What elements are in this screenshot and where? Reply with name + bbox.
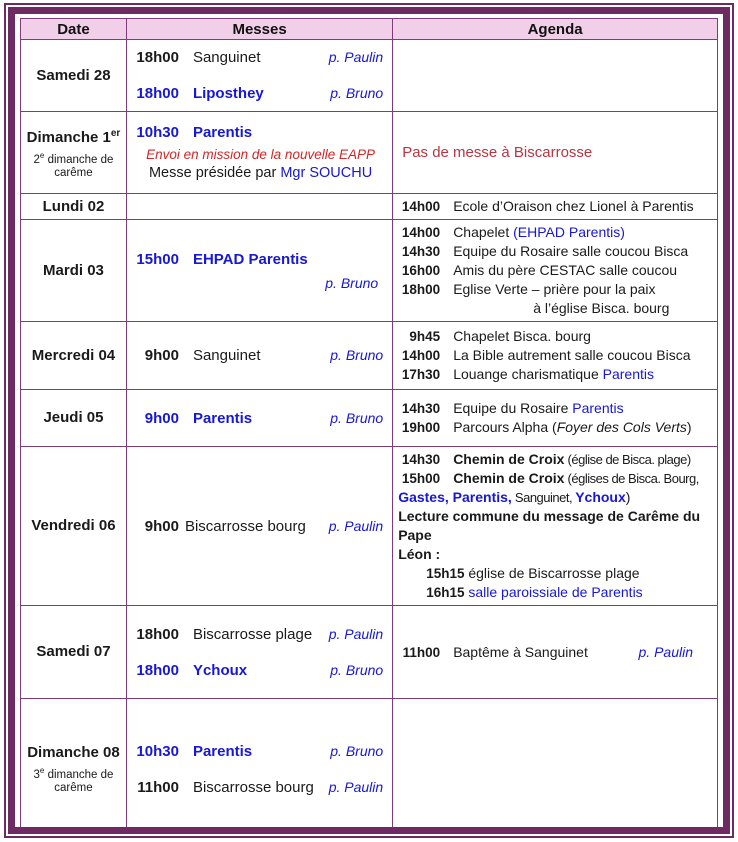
agenda-time: 19h00 bbox=[401, 420, 441, 435]
subtitle-text: dimanche de carême bbox=[44, 768, 114, 794]
day-label: Samedi 28 bbox=[36, 66, 111, 84]
outer-frame bbox=[4, 3, 734, 838]
mass-priest: p. Paulin bbox=[328, 779, 384, 795]
subtitle-number: 2 bbox=[33, 153, 40, 166]
mass-priest: p. Bruno bbox=[325, 274, 379, 291]
agenda-cell bbox=[393, 699, 718, 835]
header-row bbox=[21, 19, 718, 40]
agenda-item bbox=[398, 197, 713, 216]
day-ordinal-suffix: er bbox=[110, 128, 121, 140]
agenda-time: 18h00 bbox=[401, 282, 441, 297]
mass-priest: p. Bruno bbox=[330, 661, 384, 678]
agenda-place-highlight: Gastes, Parentis, bbox=[398, 489, 512, 505]
mass-line bbox=[133, 47, 388, 68]
agenda-continuation bbox=[398, 488, 713, 507]
mass-priest: p. Bruno bbox=[330, 409, 384, 426]
date-cell bbox=[21, 447, 127, 606]
agenda-cell bbox=[393, 390, 718, 447]
agenda-time: 16h15 bbox=[426, 585, 465, 600]
table-row-dimanche-01 bbox=[21, 112, 718, 194]
agenda-time: 15h15 bbox=[426, 566, 465, 581]
messes-cell bbox=[126, 322, 392, 390]
lecture-note: Lecture commune du message de Carême du Pape bbox=[398, 508, 701, 543]
table-row-samedi-07 bbox=[21, 606, 718, 699]
agenda-time: 16h00 bbox=[401, 263, 441, 278]
agenda-item bbox=[398, 564, 713, 583]
agenda-continuation: à l’église Bisca. bourg bbox=[533, 300, 670, 316]
mass-place: Sanguinet bbox=[192, 49, 261, 66]
agenda-text-part: ) bbox=[686, 419, 692, 435]
agenda-item bbox=[398, 346, 713, 365]
agenda-text-part: Parcours Alpha ( bbox=[453, 419, 557, 435]
agenda-text bbox=[453, 469, 713, 488]
agenda-item bbox=[398, 583, 713, 602]
date-cell bbox=[21, 390, 127, 447]
agenda-text: Eglise Verte – prière pour la paix bbox=[453, 281, 656, 297]
agenda-venue-italic: Foyer des Cols Verts bbox=[556, 419, 687, 435]
mass-line bbox=[133, 83, 388, 104]
date-cell bbox=[21, 699, 127, 835]
agenda-item bbox=[398, 643, 713, 662]
schedule-table bbox=[20, 18, 718, 834]
agenda-item bbox=[398, 242, 713, 261]
date-cell bbox=[21, 220, 127, 322]
agenda-cell bbox=[393, 220, 718, 322]
messes-cell bbox=[126, 40, 392, 112]
agenda-cell bbox=[393, 447, 718, 606]
agenda-detail: (église de Bisca. plage) bbox=[564, 452, 691, 467]
agenda-time: 15h00 bbox=[401, 471, 441, 486]
agenda-place-highlight: Parentis bbox=[602, 366, 654, 382]
agenda-cell bbox=[393, 112, 718, 194]
day-subtitle bbox=[23, 149, 124, 180]
agenda-time: 11h00 bbox=[402, 644, 441, 660]
agenda-item bbox=[398, 418, 713, 437]
agenda-item bbox=[398, 365, 713, 384]
presided-name: Mgr SOUCHU bbox=[280, 165, 373, 181]
date-cell bbox=[21, 606, 127, 699]
agenda-place-highlight: (EHPAD Parentis) bbox=[513, 224, 625, 240]
mass-line bbox=[133, 777, 388, 798]
agenda-item bbox=[398, 261, 713, 280]
table-row-dimanche-08 bbox=[21, 699, 718, 835]
mass-priest: p. Paulin bbox=[328, 625, 384, 642]
mass-line bbox=[133, 408, 388, 429]
mass-place: EHPAD Parentis bbox=[192, 250, 308, 268]
agenda-text: église de Biscarrosse plage bbox=[464, 565, 640, 581]
agenda-time: 17h30 bbox=[401, 367, 441, 382]
mass-line bbox=[133, 516, 388, 537]
messes-cell bbox=[126, 447, 392, 606]
agenda-item bbox=[398, 327, 713, 346]
agenda-event-bold: Chemin de Croix bbox=[453, 451, 565, 467]
date-cell bbox=[21, 40, 127, 112]
mass-time: 10h30 bbox=[136, 124, 179, 141]
mass-place: Liposthey bbox=[192, 85, 264, 102]
agenda-cell bbox=[393, 194, 718, 220]
mass-place: Biscarrosse bourg bbox=[184, 517, 306, 535]
agenda-priest: p. Paulin bbox=[638, 643, 693, 660]
mass-place: Ychoux bbox=[192, 661, 248, 679]
agenda-text-part: Louange charismatique bbox=[453, 366, 603, 382]
agenda-text bbox=[453, 365, 713, 384]
lecture-note: Léon : bbox=[398, 546, 441, 562]
agenda-cell bbox=[393, 322, 718, 390]
agenda-place-highlight: Ychoux bbox=[575, 489, 626, 505]
mass-priest: p. Bruno bbox=[330, 347, 384, 363]
agenda-text bbox=[453, 223, 713, 242]
mass-time: 18h00 bbox=[136, 49, 179, 66]
mass-time: 18h00 bbox=[136, 625, 179, 643]
mass-place: Biscarrosse plage bbox=[192, 625, 313, 643]
mass-time: 18h00 bbox=[136, 85, 179, 102]
day-label bbox=[23, 125, 124, 147]
agenda-item bbox=[398, 399, 713, 418]
mass-time: 9h00 bbox=[144, 409, 179, 427]
agenda-text bbox=[453, 399, 713, 418]
mass-line bbox=[133, 660, 388, 681]
table-row-lundi-02 bbox=[21, 194, 718, 220]
agenda-item bbox=[398, 450, 713, 469]
agenda-time: 9h45 bbox=[409, 329, 441, 344]
messes-cell bbox=[126, 699, 392, 835]
presided-prefix: Messe présidée par bbox=[148, 165, 281, 181]
agenda-cell bbox=[393, 40, 718, 112]
date-cell bbox=[21, 322, 127, 390]
mass-line bbox=[133, 123, 388, 143]
date-cell bbox=[21, 112, 127, 194]
mass-line bbox=[133, 345, 388, 366]
messes-cell bbox=[126, 390, 392, 447]
day-text: Dimanche 1 bbox=[26, 129, 111, 147]
agenda-item bbox=[398, 280, 713, 299]
mass-place: Parentis bbox=[192, 743, 253, 760]
mass-priest: p. Paulin bbox=[328, 517, 384, 534]
messes-cell bbox=[126, 606, 392, 699]
mass-priest: p. Bruno bbox=[330, 743, 384, 759]
agenda-text-part: Sanguinet, bbox=[511, 490, 576, 505]
messes-cell bbox=[126, 194, 392, 220]
agenda-time: 14h00 bbox=[401, 348, 441, 363]
mass-place: Biscarrosse bourg bbox=[192, 779, 314, 796]
subtitle-ordinal-suffix: e bbox=[39, 766, 45, 776]
agenda-time: 14h30 bbox=[401, 452, 441, 467]
agenda-text-part: Equipe du Rosaire bbox=[453, 400, 573, 416]
mass-time: 9h00 bbox=[144, 517, 179, 535]
mass-time: 15h00 bbox=[136, 250, 179, 268]
messes-cell bbox=[126, 220, 392, 322]
date-cell bbox=[21, 194, 127, 220]
mission-note: Envoi en mission de la nouvelle EAPP bbox=[146, 147, 375, 162]
table-row-samedi-28 bbox=[21, 40, 718, 112]
column-header-agenda: Agenda bbox=[393, 19, 718, 40]
agenda-item bbox=[398, 223, 713, 242]
messes-cell bbox=[126, 112, 392, 194]
table-row-vendredi-06 bbox=[21, 447, 718, 606]
agenda-place-highlight: Parentis bbox=[572, 400, 624, 416]
day-label: Dimanche 08 bbox=[27, 744, 120, 762]
mass-time: 18h00 bbox=[136, 661, 179, 679]
agenda-time: 14h00 bbox=[401, 199, 441, 214]
agenda-text-part: Chapelet bbox=[453, 224, 514, 240]
mass-line bbox=[133, 741, 388, 762]
column-header-messes: Messes bbox=[126, 19, 392, 40]
mass-priest: p. Paulin bbox=[328, 49, 384, 65]
agenda-detail: (églises de Bisca. Bourg, bbox=[564, 471, 699, 486]
agenda-time: 14h00 bbox=[401, 225, 441, 240]
agenda-text-part: ) bbox=[625, 489, 631, 505]
agenda-place-highlight: salle paroissiale de Parentis bbox=[464, 584, 643, 600]
agenda-item bbox=[398, 469, 713, 488]
agenda-cell bbox=[393, 606, 718, 699]
day-label: Samedi 07 bbox=[36, 643, 111, 660]
agenda-text: Equipe du Rosaire salle coucou Bisca bbox=[453, 243, 689, 259]
agenda-event-bold: Chemin de Croix bbox=[453, 470, 565, 486]
mass-priest: p. Bruno bbox=[330, 85, 384, 101]
mass-place: Parentis bbox=[192, 409, 253, 427]
inner-frame bbox=[8, 7, 730, 834]
mass-place: Parentis bbox=[192, 124, 253, 141]
table-row-jeudi-05 bbox=[21, 390, 718, 447]
mass-time: 11h00 bbox=[137, 779, 179, 796]
agenda-text: Amis du père CESTAC salle coucou bbox=[453, 262, 678, 278]
agenda-text: Chapelet Bisca. bourg bbox=[453, 328, 591, 344]
mass-line bbox=[133, 624, 388, 645]
subtitle-text: dimanche de carême bbox=[44, 153, 114, 179]
mass-place: Sanguinet bbox=[192, 347, 261, 364]
day-label: Vendredi 06 bbox=[31, 517, 116, 534]
presided-note bbox=[133, 164, 388, 182]
agenda-text: Ecole d’Oraison chez Lionel à Parentis bbox=[453, 198, 694, 214]
agenda-text bbox=[453, 450, 713, 469]
mass-line bbox=[133, 250, 388, 270]
day-label: Mardi 03 bbox=[43, 261, 104, 279]
mass-time: 9h00 bbox=[144, 347, 179, 364]
day-label: Mercredi 04 bbox=[31, 346, 116, 364]
column-header-date: Date bbox=[21, 19, 127, 40]
table-row-mardi-03 bbox=[21, 220, 718, 322]
agenda-text: Baptême à Sanguinet bbox=[453, 643, 588, 660]
no-mass-note: Pas de messe à Biscarrosse bbox=[402, 144, 593, 161]
day-label: Lundi 02 bbox=[42, 197, 105, 215]
agenda-time: 14h30 bbox=[401, 401, 441, 416]
agenda-text: La Bible autrement salle coucou Bisca bbox=[453, 347, 691, 363]
table-row-mercredi-04 bbox=[21, 322, 718, 390]
day-label: Jeudi 05 bbox=[43, 409, 104, 426]
mass-time: 10h30 bbox=[136, 743, 179, 760]
agenda-text bbox=[453, 418, 713, 437]
agenda-time: 14h30 bbox=[401, 244, 441, 259]
subtitle-number: 3 bbox=[33, 768, 40, 781]
day-subtitle bbox=[23, 764, 124, 795]
subtitle-ordinal-suffix: e bbox=[39, 151, 45, 161]
